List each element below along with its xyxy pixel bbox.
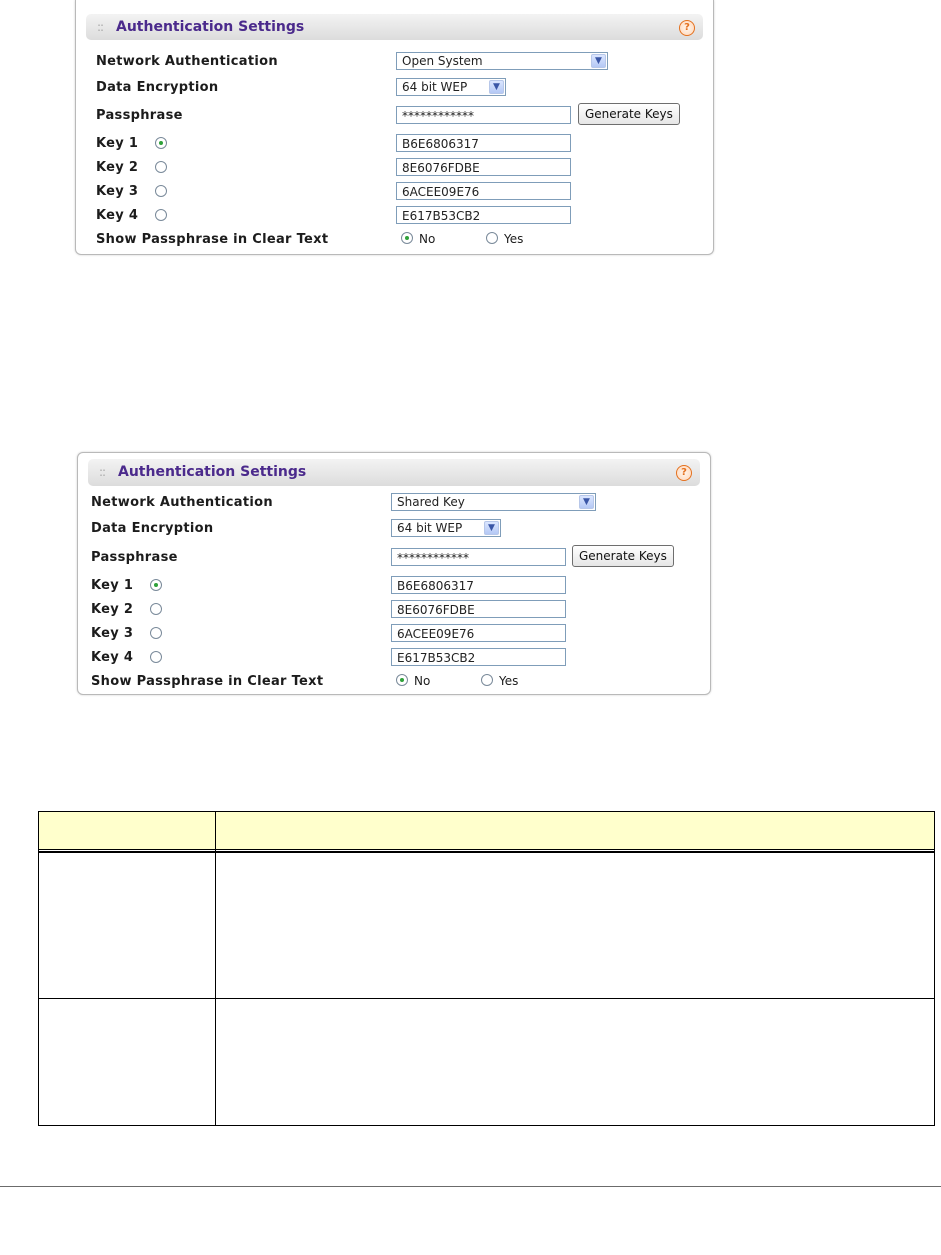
panel-header <box>78 453 710 491</box>
data-encryption-value: 64 bit WEP <box>397 521 463 535</box>
drag-grip-icon[interactable]: :: <box>97 20 104 34</box>
key-2-radio[interactable] <box>150 603 162 615</box>
show-passphrase-label: Show Passphrase in Clear Text <box>96 232 329 247</box>
chevron-down-icon[interactable]: ▼ <box>579 495 594 509</box>
show-passphrase-yes-option[interactable] <box>481 674 518 688</box>
data-encryption-label: Data Encryption <box>96 80 219 95</box>
auth-settings-panel-shared-key <box>77 452 711 695</box>
key-label: Key 1 <box>96 136 139 151</box>
key-label: Key 3 <box>96 184 139 199</box>
key-1-radio[interactable] <box>155 137 167 149</box>
key-2-input[interactable]: 8E6076FDBE <box>391 600 566 618</box>
help-icon[interactable]: ? <box>679 20 695 36</box>
key-label: Key 2 <box>96 160 139 175</box>
key-label: Key 4 <box>91 650 134 665</box>
key-3-input[interactable]: 6ACEE09E76 <box>396 182 571 200</box>
network-auth-value: Shared Key <box>397 495 465 509</box>
key-label: Key 4 <box>96 208 139 223</box>
key-row <box>96 134 696 156</box>
table-header-row <box>39 812 934 850</box>
show-passphrase-row <box>96 230 696 252</box>
show-passphrase-yes-label: Yes <box>499 674 519 688</box>
key-label: Key 1 <box>91 578 134 593</box>
show-passphrase-no-option[interactable] <box>396 674 430 688</box>
key-3-radio[interactable] <box>150 627 162 639</box>
panel-header <box>76 0 713 50</box>
show-passphrase-no-radio[interactable] <box>401 232 413 244</box>
panel-header-bar <box>86 14 703 40</box>
data-encryption-value: 64 bit WEP <box>402 80 468 94</box>
network-auth-label: Network Authentication <box>91 495 273 510</box>
show-passphrase-yes-option[interactable] <box>486 232 523 246</box>
show-passphrase-no-label: No <box>419 232 436 246</box>
panel-title: Authentication Settings <box>118 464 307 480</box>
network-auth-row <box>91 493 691 515</box>
show-passphrase-row <box>91 672 691 694</box>
key-row <box>96 158 696 180</box>
passphrase-label: Passphrase <box>91 550 178 565</box>
key-4-input[interactable]: E617B53CB2 <box>391 648 566 666</box>
chevron-down-icon[interactable]: ▼ <box>484 521 499 535</box>
key-1-radio[interactable] <box>150 579 162 591</box>
network-auth-label: Network Authentication <box>96 54 278 69</box>
key-3-radio[interactable] <box>155 185 167 197</box>
show-passphrase-label: Show Passphrase in Clear Text <box>91 674 324 689</box>
key-4-radio[interactable] <box>155 209 167 221</box>
key-1-input[interactable]: B6E6806317 <box>396 134 571 152</box>
data-encryption-row <box>96 78 696 100</box>
network-auth-select[interactable] <box>391 493 596 511</box>
passphrase-row <box>91 548 691 570</box>
chevron-down-icon[interactable]: ▼ <box>489 80 504 94</box>
passphrase-label: Passphrase <box>96 108 183 123</box>
show-passphrase-yes-radio[interactable] <box>481 674 493 686</box>
key-2-input[interactable]: 8E6076FDBE <box>396 158 571 176</box>
table-header-divider <box>39 851 934 853</box>
page-footer-rule <box>0 1186 941 1187</box>
data-encryption-select[interactable] <box>391 519 501 537</box>
network-auth-select[interactable] <box>396 52 608 70</box>
generate-keys-button[interactable]: Generate Keys <box>578 103 680 125</box>
key-4-radio[interactable] <box>150 651 162 663</box>
passphrase-input[interactable]: ************ <box>391 548 566 566</box>
key-row <box>96 206 696 228</box>
key-3-input[interactable]: 6ACEE09E76 <box>391 624 566 642</box>
show-passphrase-yes-label: Yes <box>504 232 524 246</box>
chevron-down-icon[interactable]: ▼ <box>591 54 606 68</box>
help-icon[interactable]: ? <box>676 465 692 481</box>
passphrase-row <box>96 106 696 128</box>
network-auth-value: Open System <box>402 54 483 68</box>
key-row <box>91 600 691 622</box>
key-2-radio[interactable] <box>155 161 167 173</box>
key-row <box>96 182 696 204</box>
generate-keys-button[interactable]: Generate Keys <box>572 545 674 567</box>
key-4-input[interactable]: E617B53CB2 <box>396 206 571 224</box>
show-passphrase-yes-radio[interactable] <box>486 232 498 244</box>
passphrase-input[interactable]: ************ <box>396 106 571 124</box>
auth-settings-panel-open-system <box>75 0 714 255</box>
table-row-divider <box>39 998 934 999</box>
key-row <box>91 576 691 598</box>
data-encryption-label: Data Encryption <box>91 521 214 536</box>
panel-header-bar <box>88 459 700 486</box>
show-passphrase-no-label: No <box>414 674 431 688</box>
key-1-input[interactable]: B6E6806317 <box>391 576 566 594</box>
key-label: Key 3 <box>91 626 134 641</box>
network-auth-row <box>96 52 696 74</box>
show-passphrase-no-radio[interactable] <box>396 674 408 686</box>
data-encryption-select[interactable] <box>396 78 506 96</box>
key-row <box>91 648 691 670</box>
key-row <box>91 624 691 646</box>
key-label: Key 2 <box>91 602 134 617</box>
data-encryption-row <box>91 519 691 541</box>
settings-description-table <box>38 811 935 1126</box>
show-passphrase-no-option[interactable] <box>401 232 435 246</box>
drag-grip-icon[interactable]: :: <box>99 465 106 479</box>
table-column-divider <box>215 812 216 1125</box>
panel-title: Authentication Settings <box>116 19 305 35</box>
